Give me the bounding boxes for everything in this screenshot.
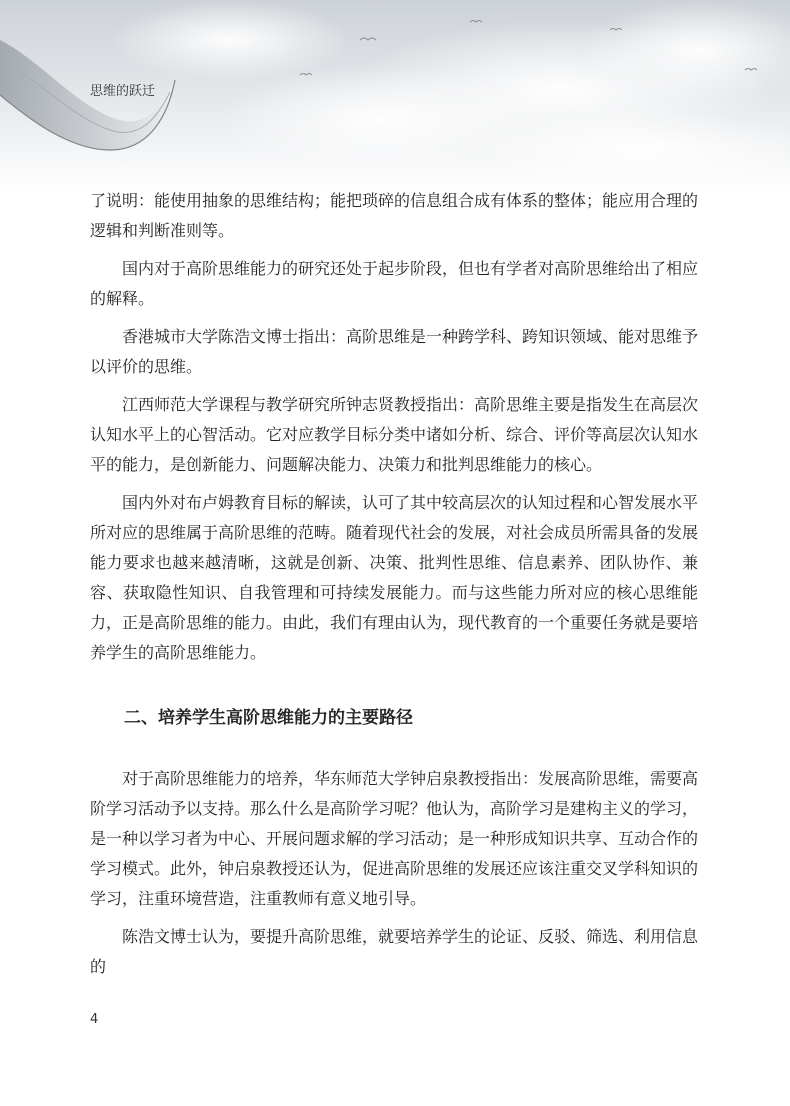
paragraph: 了说明：能使用抽象的思维结构；能把琐碎的信息组合成有体系的整体；能应用合理的逻辑和判断准则等。 (90, 191, 699, 240)
paragraph: 陈浩文博士认为，要提升高阶思维，就要培养学生的论证、反驳、筛选、利用信息的 (90, 927, 699, 976)
bird-icon (360, 38, 376, 40)
page-number: 4 (90, 1012, 99, 1027)
paragraph: 香港城市大学陈浩文博士指出：高阶思维是一种跨学科、跨知识领域、能对思维予以评价的思维。 (90, 327, 699, 376)
main-content (90, 186, 698, 990)
header-banner (0, 0, 790, 190)
paragraph: 江西师范大学课程与教学研究所钟志贤教授指出：高阶思维主要是指发生在高层次认知水平上的心智活动。它对应教学目标分类中诸如分析、综合、评价等高层次认知水平的能力，是创新能力、问题解决能力、决策力和批判思维能力的核心。 (90, 395, 699, 474)
bird-icon (470, 21, 482, 23)
paragraph: 国内对于高阶思维能力的研究还处于起步阶段，但也有学者对高阶思维给出了相应的解释。 (90, 259, 699, 308)
paragraph: 国内外对布卢姆教育目标的解读，认可了其中较高层次的认知过程和心智发展水平所对应的思维属于高阶思维的范畴。随着现代社会的发展，对社会成员所需具备的发展能力要求也越来越清晰，这就是创新、决策、批判性思维、信息素养、团队协作、兼容、获取隐性知识、自我管理和可持续发展能力。而与这些能力所对应的核心思维能力，正是高阶思维的能力。由此，我们有理由认为，现代教育的一个重要任务就是要培养学生的高阶思维能力。 (90, 493, 699, 662)
paragraph: 对于高阶思维能力的培养，华东师范大学钟启泉教授指出：发展高阶思维，需要高阶学习活动予以支持。那么什么是高阶学习呢？他认为，高阶学习是建构主义的学习，是一种以学习者为中心、开展问题求解的学习活动；是一种形成知识共享、互动合作的学习模式。此外，钟启泉教授还认为，促进高阶思维的发展还应该注重交叉学科知识的学习，注重环境营造，注重教师有意义地引导。 (90, 769, 699, 908)
section-heading: 二、培养学生高阶思维能力的主要路径 (124, 708, 413, 728)
cloud-shape (110, 0, 350, 80)
running-title: 思维的跃迁 (90, 84, 156, 99)
